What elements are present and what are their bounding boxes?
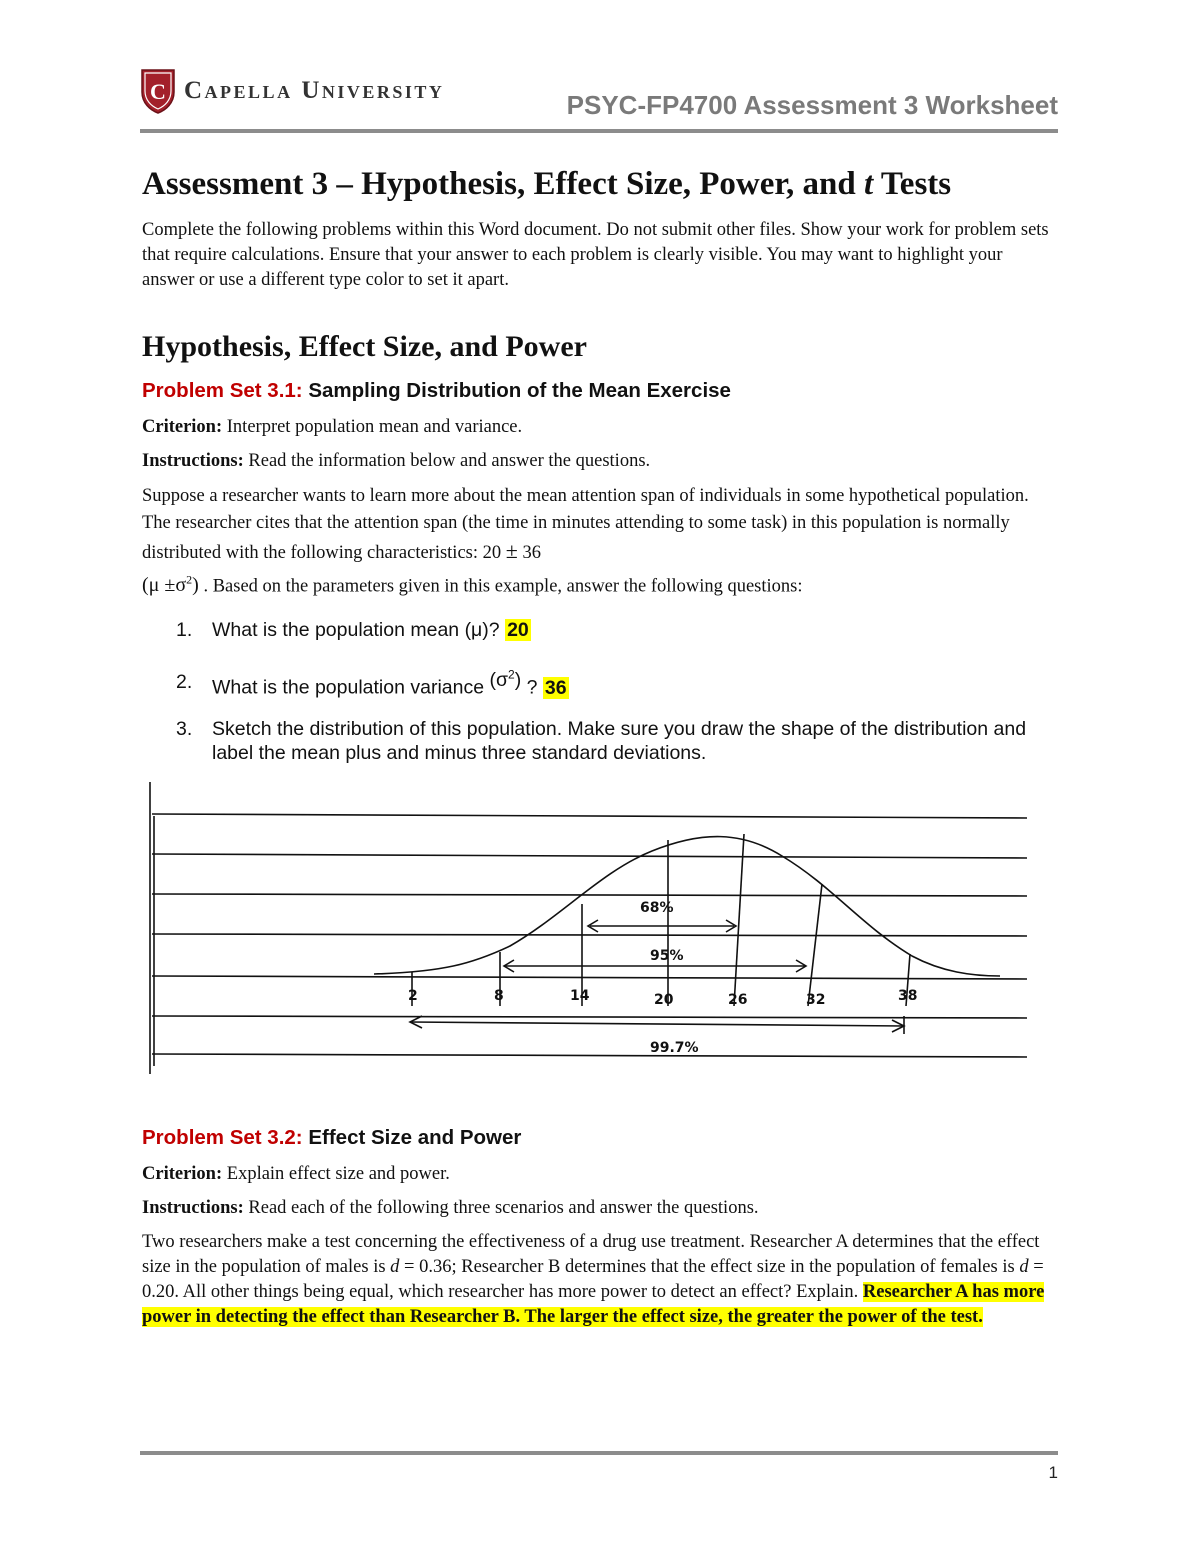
tick-label: 20	[654, 991, 674, 1008]
title-t: t	[864, 166, 874, 202]
ps32-scenario: Two researchers make a test concerning the effectiveness of a drug use treatment. Researcher A determines that the effect size in the population of males is d = 0.36; Researcher B determines that the effect size in the population of females is d = 0.20. All other things being equal, which researcher has more power to detect an effect? Explain. Researcher A has more power in detecting the effect than Researcher B. The larger the effect size, the greater the power of the test.	[142, 1231, 1045, 1327]
pct-997-label: 99.7%	[650, 1039, 699, 1056]
tick-label: 32	[806, 991, 826, 1008]
ps32-answer: Researcher A has more power in detecting the effect than Researcher B. The larger the effect size, the greater the power of the test.	[142, 1281, 1045, 1327]
page-content	[142, 165, 1058, 1330]
tick-label: 2	[408, 987, 418, 1004]
page-title: Assessment 3 – Hypothesis, Effect Size, Power, and t Tests	[142, 166, 952, 202]
tick-label: 26	[728, 991, 748, 1008]
header-divider	[140, 129, 1058, 133]
document-header-title: PSYC-FP4700 Assessment 3 Worksheet	[566, 90, 1058, 120]
shield-icon	[140, 68, 176, 114]
ps31-scenario: Suppose a researcher wants to learn more about the mean attention span of individuals in some hypothetical population. The researcher cites that the attention span (the time in minutes attending to some task) in this population is normally distributed with the following characteristics: 20 ± 36 $(\mu \pm\sigma^2)$ . Based on the parameters given in this example, answer the following questions:	[142, 485, 1029, 597]
section-heading: Hypothesis, Effect Size, and Power	[142, 329, 587, 363]
answer-2: 36	[544, 676, 567, 699]
question-2: 2. What is the population variance $(\sigma^2)$ ? 36	[176, 667, 567, 699]
page-number: 1	[1048, 1463, 1058, 1482]
ps31-criterion: Criterion: Interpret population mean and variance.	[142, 416, 523, 437]
ps31-instructions: Instructions: Read the information below and answer the questions.	[142, 450, 651, 471]
tick-label: 14	[570, 987, 590, 1004]
logo-letter: C	[150, 79, 166, 104]
question-1: 1. What is the population mean (μ)? 20	[176, 619, 529, 642]
logo-text: Capella University	[184, 77, 445, 104]
pct-68-label: 68%	[640, 899, 674, 916]
tick-label: 8	[494, 987, 504, 1004]
problem-set-3-1-heading: Problem Set 3.1: Sampling Distribution of the Mean Exercise	[142, 378, 731, 402]
tick-label: 38	[898, 987, 918, 1004]
intro-paragraph: Complete the following problems within this Word document. Do not submit other files. Show your work for problem sets that require calculations. Ensure that your answer to each problem is clearly visible. You may want to highlight your answer or use a different type color to set it apart.	[142, 219, 1049, 290]
ps31-questions	[142, 618, 1058, 765]
ps32-criterion: Criterion: Explain effect size and power.	[142, 1163, 450, 1184]
problem-set-3-2-heading: Problem Set 3.2: Effect Size and Power	[142, 1125, 522, 1149]
footer-divider	[140, 1451, 1058, 1455]
normal-distribution-sketch	[142, 776, 1058, 1074]
ps32-instructions: Instructions: Read each of the following three scenarios and answer the questions.	[142, 1197, 759, 1218]
answer-1: 20	[507, 619, 529, 642]
pct-95-label: 95%	[650, 947, 684, 964]
question-3: 3. Sketch the distribution of this population. Make sure you draw the shape of the distribution and label the mean plus and minus three standard deviations.	[176, 717, 1027, 764]
capella-logo	[140, 68, 444, 114]
